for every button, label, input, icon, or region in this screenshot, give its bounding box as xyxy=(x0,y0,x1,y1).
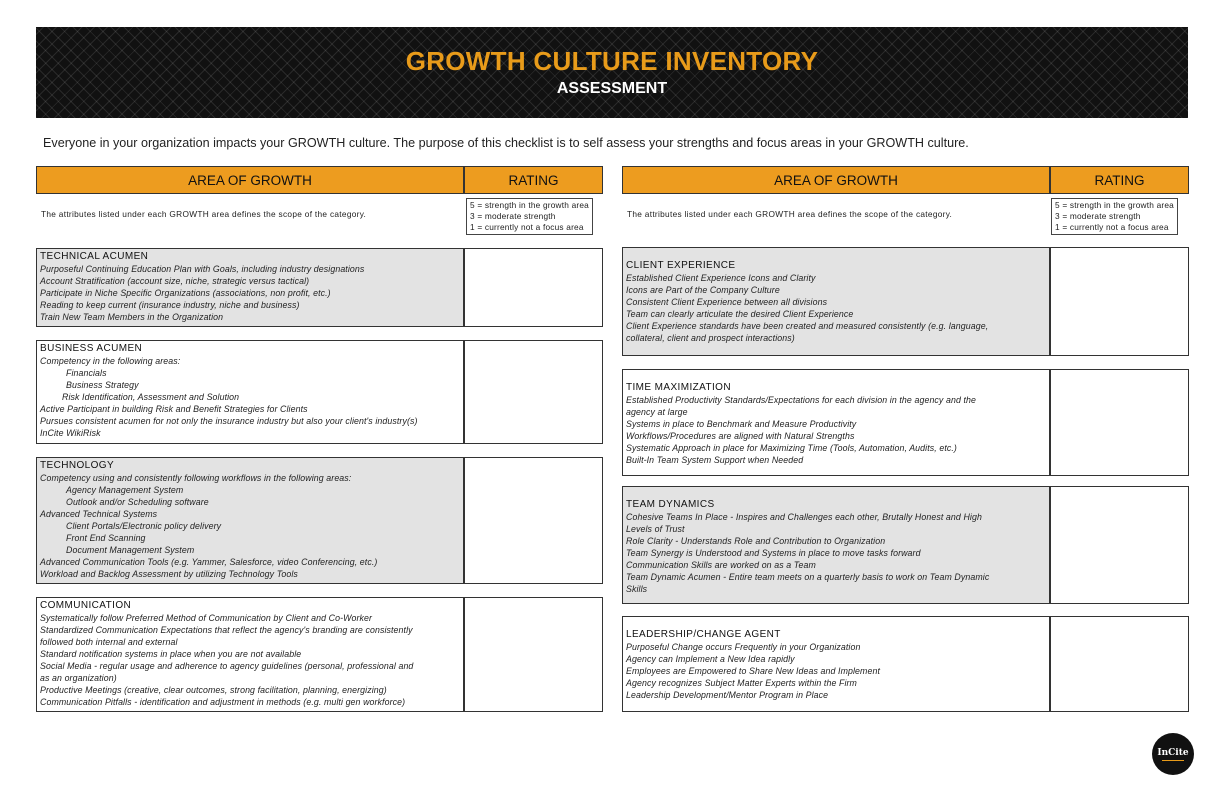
category-item: Financials xyxy=(66,368,107,378)
category-title: TEAM DYNAMICS xyxy=(626,499,715,510)
rating-cell-leadership-change-agent[interactable] xyxy=(1050,616,1189,712)
category-item: Agency can Implement a New Idea rapidly xyxy=(626,654,795,664)
category-item: Skills xyxy=(626,584,648,594)
right-rating-scale xyxy=(1051,198,1178,235)
category-item: Pursues consistent acumen for not only the insurance industry but also your client's industry(s) xyxy=(40,416,418,426)
right-rating-header-label: RATING xyxy=(1094,172,1145,188)
category-title: BUSINESS ACUMEN xyxy=(40,343,143,354)
rating-cell-communication[interactable] xyxy=(464,597,603,712)
category-item: Purposeful Continuing Education Plan with Goals, including industry designations xyxy=(40,264,365,274)
scale-line: 1 = currently not a focus area xyxy=(470,222,584,232)
category-item: Built-In Team System Support when Needed xyxy=(626,455,804,465)
category-item: Risk Identification, Assessment and Solution xyxy=(62,392,240,402)
rating-cell-technical-acumen[interactable] xyxy=(464,248,603,327)
category-item: Competency in the following areas: xyxy=(40,356,181,366)
rating-cell-client-experience[interactable] xyxy=(1050,247,1189,356)
category-item: Workload and Backlog Assessment by utilizing Technology Tools xyxy=(40,569,298,579)
category-item: Workflows/Procedures are aligned with Natural Strengths xyxy=(626,431,855,441)
category-item: Team can clearly articulate the desired Client Experience xyxy=(626,309,854,319)
category-item: Agency Management System xyxy=(66,485,184,495)
category-item: Client Experience standards have been created and measured consistently (e.g. language, xyxy=(626,321,989,331)
category-item: Standardized Communication Expectations that reflect the agency's branding are consistently xyxy=(40,625,413,635)
category-technology xyxy=(36,457,464,584)
category-item: Icons are Part of the Company Culture xyxy=(626,285,780,295)
category-item: Reading to keep current (insurance industry, niche and business) xyxy=(40,300,300,310)
category-title: LEADERSHIP/CHANGE AGENT xyxy=(626,629,781,640)
right-rating-scale-box xyxy=(1051,198,1178,235)
category-title: CLIENT EXPERIENCE xyxy=(626,260,736,271)
header-banner xyxy=(36,27,1188,118)
category-item: Consistent Client Experience between all divisions xyxy=(626,297,828,307)
category-title: COMMUNICATION xyxy=(40,600,132,611)
category-item: Team Synergy is Understood and Systems in place to move tasks forward xyxy=(626,548,921,558)
left-area-header-label: AREA OF GROWTH xyxy=(188,172,312,188)
category-item: Document Management System xyxy=(66,545,195,555)
category-title: TIME MAXIMIZATION xyxy=(626,382,731,393)
scale-line: 5 = strength in the growth area xyxy=(470,200,589,210)
page-title: GROWTH CULTURE INVENTORY xyxy=(405,46,819,76)
category-item: Front End Scanning xyxy=(66,533,146,543)
rating-cell-team-dynamics[interactable] xyxy=(1050,486,1189,604)
scale-line: 5 = strength in the growth area xyxy=(1055,200,1174,210)
page-subtitle: ASSESSMENT xyxy=(556,80,668,97)
category-item: Role Clarity - Understands Role and Contribution to Organization xyxy=(626,536,886,546)
category-item: Train New Team Members in the Organization xyxy=(40,312,224,322)
category-item: Account Stratification (account size, niche, strategic versus tactical) xyxy=(40,276,310,286)
left-rating-scale xyxy=(466,198,593,235)
category-item: Purposeful Change occurs Frequently in your Organization xyxy=(626,642,861,652)
category-item: Outlook and/or Scheduling software xyxy=(66,497,209,507)
category-item: Social Media - regular usage and adherence to agency guidelines (personal, professional and xyxy=(40,661,414,671)
logo-text: InCite xyxy=(1157,747,1189,758)
category-team-dynamics xyxy=(622,486,1050,604)
category-item: Advanced Technical Systems xyxy=(40,509,158,519)
category-item: Client Portals/Electronic policy delivery xyxy=(66,521,222,531)
category-item: Systematically follow Preferred Method of Communication by Client and Co-Worker xyxy=(40,613,373,623)
category-item: Team Dynamic Acumen - Entire team meets on a quarterly basis to work on Team Dynamic xyxy=(626,572,990,582)
category-technical-acumen xyxy=(36,248,464,327)
category-item: Participate in Niche Specific Organizations (associations, non profit, etc.) xyxy=(40,288,331,298)
right-rating-header xyxy=(1050,166,1189,194)
scale-line: 3 = moderate strength xyxy=(1055,211,1141,221)
left-scope-text: The attributes listed under each GROWTH area defines the scope of the category. xyxy=(41,209,367,219)
category-item: Systems in place to Benchmark and Measure Productivity xyxy=(626,419,857,429)
category-item: Levels of Trust xyxy=(626,524,685,534)
right-scope-text: The attributes listed under each GROWTH area defines the scope of the category. xyxy=(627,209,953,219)
category-title: TECHNOLOGY xyxy=(40,460,115,471)
category-title: TECHNICAL ACUMEN xyxy=(40,251,149,262)
intro-text: Everyone in your organization impacts your GROWTH culture. The purpose of this checklist is to self assess your strengths and focus areas in your GROWTH culture. xyxy=(43,136,969,150)
left-area-header xyxy=(36,166,464,194)
left-rating-header-label: RATING xyxy=(508,172,559,188)
category-time-maximization xyxy=(622,369,1050,476)
category-item: as an organization) xyxy=(40,673,117,683)
category-item: Established Productivity Standards/Expectations for each division in the agency and the xyxy=(626,395,977,405)
category-item: agency at large xyxy=(626,407,688,417)
category-item: Productive Meetings (creative, clear outcomes, strong facilitation, planning, energizing) xyxy=(40,685,387,695)
category-item: Agency recognizes Subject Matter Experts within the Firm xyxy=(626,678,857,688)
category-communication xyxy=(36,597,464,712)
category-item: Standard notification systems in place when you are not available xyxy=(40,649,302,659)
category-item: Communication Skills are worked on as a Team xyxy=(626,560,816,570)
category-item: Established Client Experience Icons and Clarity xyxy=(626,273,816,283)
category-item: Employees are Empowered to Share New Ideas and Implement xyxy=(626,666,880,676)
left-rating-scale-box xyxy=(466,198,593,235)
category-business-acumen xyxy=(36,340,464,444)
category-item: Business Strategy xyxy=(66,380,139,390)
category-item: followed both internal and external xyxy=(40,637,178,647)
category-item: InCite WikiRisk xyxy=(40,428,101,438)
right-area-header-label: AREA OF GROWTH xyxy=(774,172,898,188)
right-area-header xyxy=(622,166,1050,194)
category-item: Leadership Development/Mentor Program in Place xyxy=(626,690,829,700)
left-rating-header xyxy=(464,166,603,194)
scale-line: 3 = moderate strength xyxy=(470,211,556,221)
rating-cell-time-maximization[interactable] xyxy=(1050,369,1189,476)
logo-underline xyxy=(1162,760,1184,761)
category-item: Systematic Approach in place for Maximizing Time (Tools, Automation, Audits, etc.) xyxy=(626,443,957,453)
rating-cell-technology[interactable] xyxy=(464,457,603,584)
category-item: Cohesive Teams In Place - Inspires and Challenges each other, Brutally Honest and High xyxy=(626,512,982,522)
category-item: Advanced Communication Tools (e.g. Yammer, Salesforce, video Conferencing, etc.) xyxy=(40,557,378,567)
category-item: collateral, client and prospect interactions) xyxy=(626,333,795,343)
category-leadership-change-agent xyxy=(622,616,1050,712)
incite-logo xyxy=(1152,733,1194,775)
rating-cell-business-acumen[interactable] xyxy=(464,340,603,444)
category-item: Communication Pitfalls - identification and adjustment in methods (e.g. multi gen workforce) xyxy=(40,697,406,707)
category-item: Competency using and consistently following workflows in the following areas: xyxy=(40,473,352,483)
category-item: Active Participant in building Risk and Benefit Strategies for Clients xyxy=(40,404,308,414)
scale-line: 1 = currently not a focus area xyxy=(1055,222,1169,232)
category-client-experience xyxy=(622,247,1050,356)
